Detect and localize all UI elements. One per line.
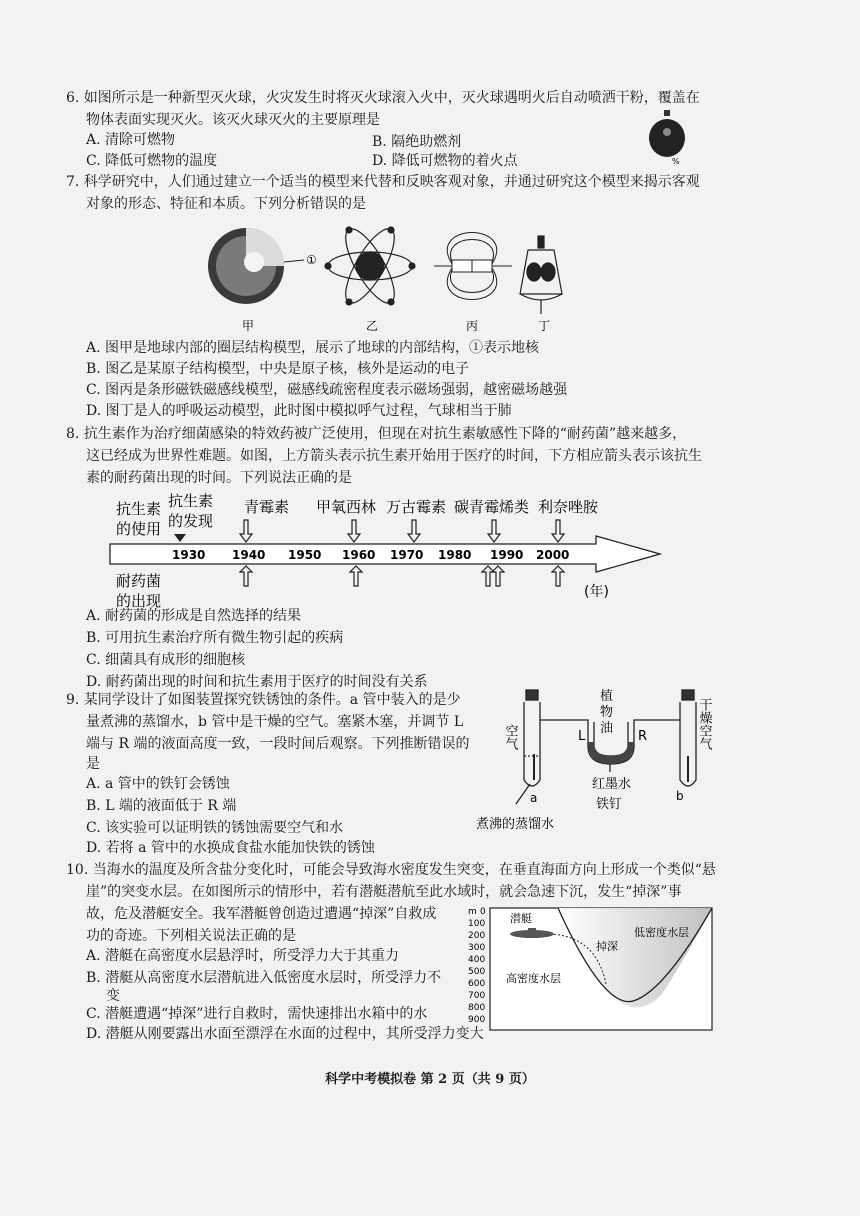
tl-resistance-line1: 耐药菌 xyxy=(116,572,162,590)
year-1960: 1960 xyxy=(342,548,376,562)
label-boiled-water: 煮沸的蒸馏水 xyxy=(476,817,555,832)
label-L: L xyxy=(578,729,586,744)
year-1950: 1950 xyxy=(288,548,322,562)
label-air: 空气 xyxy=(502,724,518,750)
svg-text:%: % xyxy=(672,157,680,166)
resistance-arrows xyxy=(240,566,564,586)
label-oil-1: 植 xyxy=(600,689,614,704)
label-oil-2: 物 xyxy=(600,705,614,720)
label-nail: 铁钉 xyxy=(596,797,623,812)
q9-option-b: B. L 端的液面低于 R 端 xyxy=(86,798,237,814)
q9-option-a: A. a 管中的铁钉会锈蚀 xyxy=(86,776,230,792)
q7-stem-line1: 7. 科学研究中，人们通过建立一个适当的模型来代替和反映客观对象，并通过研究这个模型来揭示客观 xyxy=(66,174,700,190)
label-submarine: 潜艇 xyxy=(510,912,532,925)
q8-stem-line2: 这已经成为世界性难题。如图，上方箭头表示抗生素开始用于医疗的时间，下方相应箭头表示该抗生 xyxy=(86,448,702,464)
year-1980: 1980 xyxy=(438,548,472,562)
q10-stem-line2: 崖”的突变水层。在如图所示的情形中，若有潜艇潜航至此水域时，就会急速下沉，发生“掉深”事 xyxy=(86,884,682,900)
depth-0: 0 xyxy=(480,907,486,917)
q10-option-b-line1: B. 潜艇从高密度水层潜航进入低密度水层时，所受浮力不 xyxy=(86,970,442,986)
label-circle-1: ① xyxy=(306,253,317,267)
q10-stem-line1: 10. 当海水的温度及所含盐分变化时，可能会导致海水密度发生突变，在垂直海面方向上形成一个类似“悬 xyxy=(66,862,716,878)
tl-resistance-line2: 的出现 xyxy=(116,592,162,608)
year-1930: 1930 xyxy=(172,548,206,562)
tl-unit: (年) xyxy=(584,584,609,600)
q6-option-a: A. 清除可燃物 xyxy=(86,132,176,148)
label-ding: 丁 xyxy=(538,319,551,333)
q9-stem-line2: 量煮沸的蒸馏水，b 管中是干燥的空气。塞紧木塞，并调节 L xyxy=(86,714,464,730)
depth-900: 900 xyxy=(468,1015,486,1025)
label-jia: 甲 xyxy=(242,319,255,333)
q7-option-c: C. 图丙是条形磁铁磁感线模型，磁感线疏密程度表示磁场强弱，越密磁场越强 xyxy=(86,382,568,398)
tl-discovery-line2: 的发现 xyxy=(168,512,214,530)
atom-model xyxy=(325,223,415,310)
label-a: a xyxy=(530,791,538,805)
magnet-field-model xyxy=(434,233,512,300)
fire-ball-image xyxy=(646,108,688,166)
q10-option-d: D. 潜艇从刚要露出水面至漂浮在水面的过程中，其所受浮力变大 xyxy=(86,1026,484,1042)
q8-option-b: B. 可用抗生素治疗所有微生物引起的疾病 xyxy=(86,630,344,646)
tl-discovery-line1: 抗生素 xyxy=(168,492,214,510)
year-1940: 1940 xyxy=(232,548,266,562)
label-dry-air: 干燥空气 xyxy=(696,698,712,750)
label-drop: 掉深 xyxy=(596,940,618,953)
year-1970: 1970 xyxy=(390,548,424,562)
depth-unit: m xyxy=(468,907,477,917)
q10-stem-line4: 功的奇迹。下列相关说法正确的是 xyxy=(86,928,296,944)
use-arrows xyxy=(240,520,564,542)
q8-stem-line3: 素的耐药菌出现的时间。下列说法正确的是 xyxy=(86,470,352,486)
q6-option-d: D. 降低可燃物的着火点 xyxy=(372,153,518,169)
q7-option-d: D. 图丁是人的呼吸运动模型，此时图中模拟呼气过程，气球相当于肺 xyxy=(86,403,512,419)
rust-apparatus xyxy=(470,684,720,836)
depth-300: 300 xyxy=(468,943,486,953)
q6-option-c: C. 降低可燃物的温度 xyxy=(86,153,218,169)
q7-option-b: B. 图乙是某原子结构模型，中央是原子核，核外是运动的电子 xyxy=(86,361,470,377)
label-R: R xyxy=(638,729,648,744)
depth-scale xyxy=(468,907,486,1025)
label-bing: 丙 xyxy=(466,319,479,333)
q7-stem-line2: 对象的形态、特征和本质。下列分析错误的是 xyxy=(86,196,366,212)
depth-200: 200 xyxy=(468,931,486,941)
label-high-density: 高密度水层 xyxy=(506,972,561,985)
q8-option-a: A. 耐药菌的形成是自然选择的结果 xyxy=(86,608,302,624)
depth-500: 500 xyxy=(468,967,486,977)
q7-option-a: A. 图甲是地球内部的圈层结构模型，展示了地球的内部结构，①表示地核 xyxy=(86,340,540,356)
label-oil-3: 油 xyxy=(600,721,614,736)
q7-figures xyxy=(200,222,580,334)
depth-800: 800 xyxy=(468,1003,486,1013)
drug-methicillin: 甲氧西林 xyxy=(316,498,377,516)
depth-600: 600 xyxy=(468,979,486,989)
q9-option-d: D. 若将 a 管中的水换成食盐水能加快铁的锈蚀 xyxy=(86,840,375,856)
drug-linezolid: 利奈唑胺 xyxy=(538,498,599,516)
lung-model xyxy=(520,236,562,314)
antibiotic-timeline xyxy=(108,490,668,608)
label-low-density: 低密度水层 xyxy=(634,926,689,939)
label-b: b xyxy=(676,789,684,803)
drug-penicillin: 青霉素 xyxy=(244,498,290,516)
q6-option-b: B. 隔绝助燃剂 xyxy=(372,134,462,150)
drug-carbapenem: 碳青霉烯类 xyxy=(454,498,530,516)
q8-option-d: D. 耐药菌出现的时间和抗生素用于医疗的时间没有关系 xyxy=(86,674,428,690)
q10-option-a: A. 潜艇在高密度水层悬浮时，所受浮力大于其重力 xyxy=(86,948,400,964)
q6-stem-line1: 6. 如图所示是一种新型灭火球，火灾发生时将灭火球滚入火中，灭火球遇明火后自动喷洒干粉，覆盖在 xyxy=(66,90,700,106)
q6-stem-line2: 物体表面实现灭火。该灭火球灭火的主要原理是 xyxy=(86,112,380,128)
submarine-depth-figure xyxy=(466,904,716,1034)
q10-option-b-line2: 变 xyxy=(106,988,120,1004)
label-yi: 乙 xyxy=(366,319,379,333)
year-1990: 1990 xyxy=(490,548,524,562)
drug-vancomycin: 万古霉素 xyxy=(386,498,447,516)
page-footer: 科学中考模拟卷 第 2 页（共 9 页） xyxy=(325,1072,535,1087)
depth-400: 400 xyxy=(468,955,486,965)
earth-model xyxy=(208,228,304,304)
depth-700: 700 xyxy=(468,991,486,1001)
q9-option-c: C. 该实验可以证明铁的锈蚀需要空气和水 xyxy=(86,820,344,836)
q10-option-c: C. 潜艇遭遇“掉深”进行自救时，需快速排出水箱中的水 xyxy=(86,1006,428,1022)
q9-stem-line3: 端与 R 端的液面高度一致，一段时间后观察。下列推断错误的 xyxy=(86,736,470,752)
year-2000: 2000 xyxy=(536,548,570,562)
q9-stem-line4: 是 xyxy=(86,756,100,772)
label-red-ink: 红墨水 xyxy=(592,777,632,792)
q8-option-c: C. 细菌具有成形的细胞核 xyxy=(86,652,246,668)
tl-use-line2: 的使用 xyxy=(116,520,162,538)
depth-100: 100 xyxy=(468,919,486,929)
q10-stem-line3: 故，危及潜艇安全。我军潜艇曾创造过遭遇“掉深”自救成 xyxy=(86,906,437,922)
discovery-marker xyxy=(174,534,186,542)
q8-stem-line1: 8. 抗生素作为治疗细菌感染的特效药被广泛使用，但现在对抗生素敏感性下降的“耐药菌”越来越多， xyxy=(66,426,687,442)
q9-stem-line1: 9. 某同学设计了如图装置探究铁锈蚀的条件。a 管中装入的是少 xyxy=(66,692,461,708)
tl-use-line1: 抗生素 xyxy=(116,500,162,518)
